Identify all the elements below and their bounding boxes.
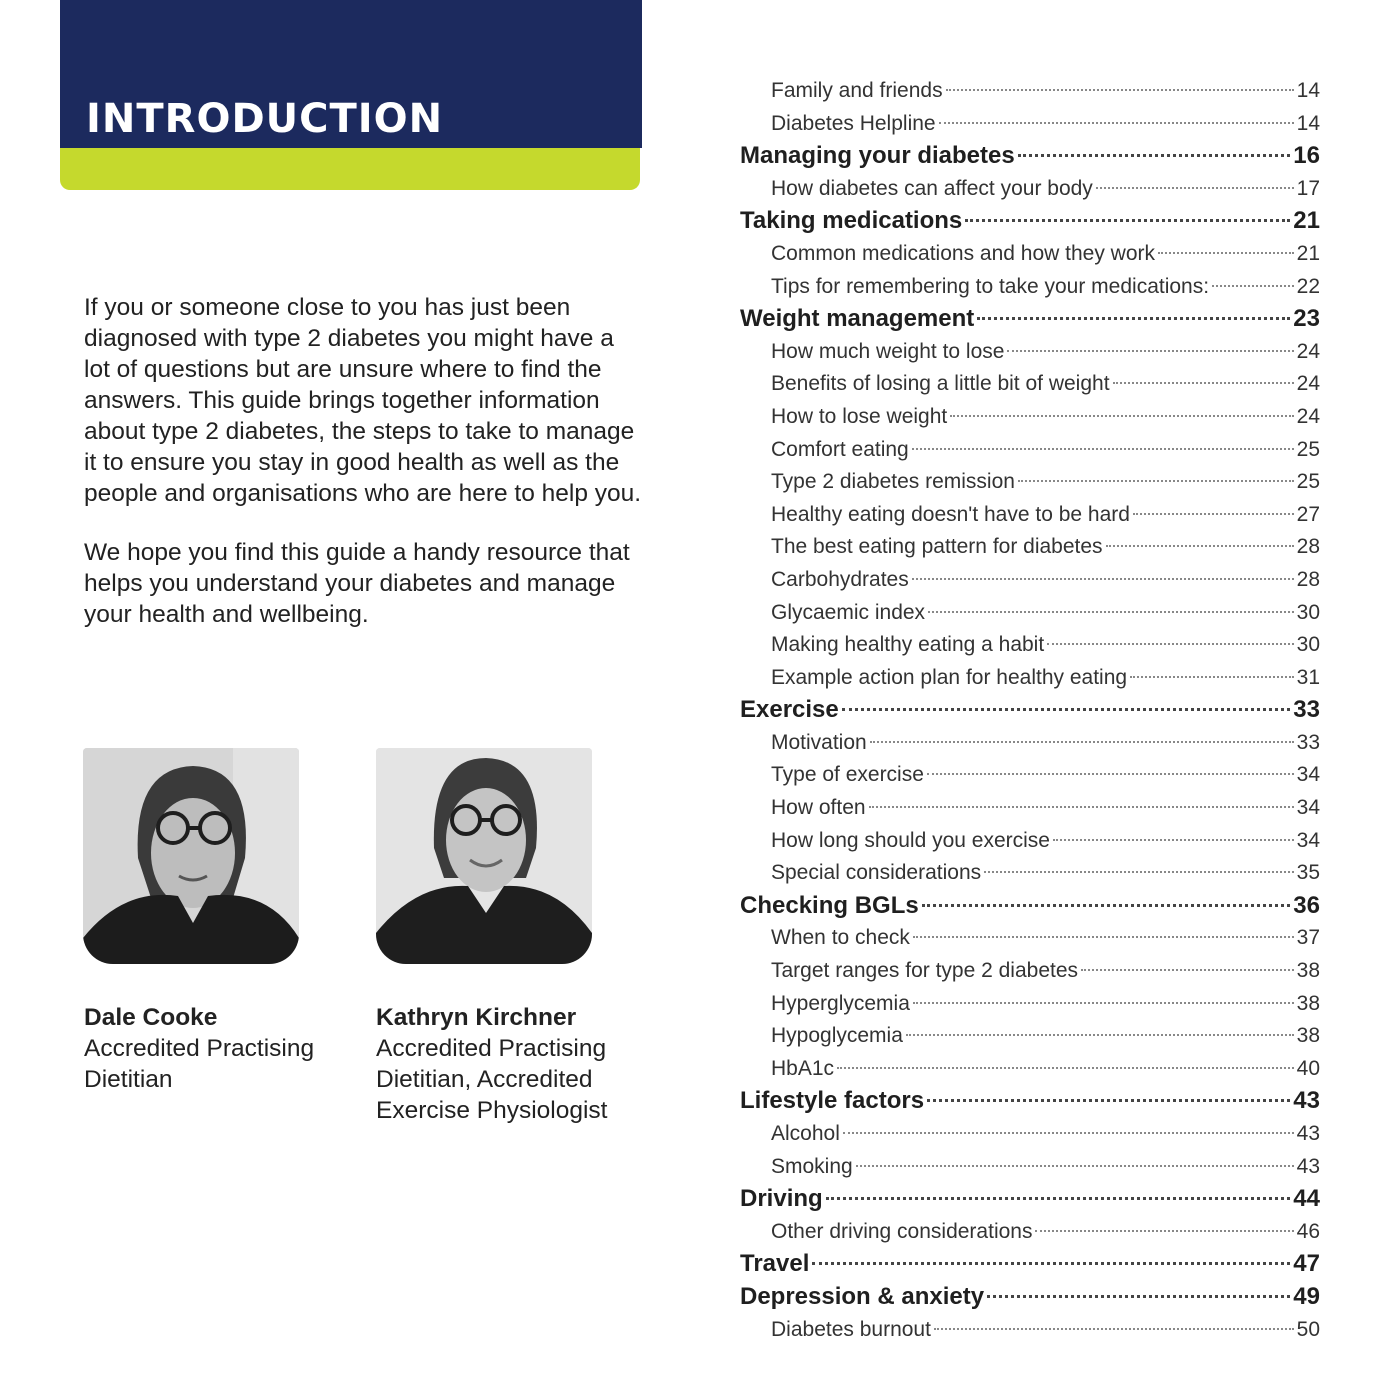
toc-leader-dots [934,1328,1294,1330]
toc-entry[interactable] [740,1151,1320,1184]
toc-entry-page: 22 [1296,274,1320,298]
toc-entry-page: 28 [1296,567,1320,591]
toc-entry-page: 25 [1296,437,1320,461]
toc-entry-label: Depression & anxiety [740,1282,985,1310]
toc-entry-page: 34 [1296,796,1320,820]
toc-entry[interactable] [740,434,1320,467]
toc-entry[interactable] [740,955,1320,988]
toc-leader-dots [1007,350,1293,352]
toc-entry-label: Tips for remembering to take your medications: [771,274,1210,298]
toc-leader-dots [842,708,1291,711]
toc-entry[interactable] [740,368,1320,401]
toc-entry[interactable] [740,825,1320,858]
toc-entry-page: 21 [1293,207,1320,235]
author-photo-kathryn [376,748,592,964]
header-banner [60,0,642,148]
toc-entry-label: HbA1c [771,1056,835,1080]
toc-leader-dots [1035,1230,1293,1232]
toc-entry[interactable] [740,1248,1320,1281]
toc-entry-label: Making healthy eating a habit [771,633,1045,657]
toc-entry[interactable] [740,1216,1320,1249]
toc-entry-page: 44 [1293,1185,1320,1213]
toc-leader-dots [928,611,1294,613]
toc-entry[interactable] [740,792,1320,825]
toc-leader-dots [1130,676,1294,678]
toc-entry-label: Diabetes Helpline [771,111,936,135]
toc-entry-page: 34 [1296,828,1320,852]
toc-entry[interactable] [740,75,1320,108]
toc-entry-label: Glycaemic index [771,600,926,624]
toc-entry-page: 50 [1296,1317,1320,1341]
toc-entry-label: Hyperglycemia [771,991,910,1015]
toc-entry-label: Common medications and how they work [771,241,1156,265]
toc-entry-page: 25 [1296,470,1320,494]
toc-leader-dots [837,1067,1294,1069]
toc-entry-page: 16 [1293,142,1320,170]
toc-entry-label: Diabetes burnout [771,1317,931,1341]
toc-entry[interactable] [740,564,1320,597]
toc-entry[interactable] [740,1281,1320,1314]
toc-leader-dots [870,741,1294,743]
table-of-contents [740,75,1320,1346]
toc-leader-dots [1081,969,1294,971]
toc-entry[interactable] [740,173,1320,206]
toc-entry-label: How much weight to lose [771,339,1005,363]
toc-leader-dots [1133,513,1294,515]
toc-entry-page: 38 [1296,959,1320,983]
toc-leader-dots [869,806,1294,808]
toc-entry-label: Motivation [771,730,867,754]
toc-entry[interactable] [740,466,1320,499]
toc-entry-page: 30 [1296,600,1320,624]
toc-entry-page: 35 [1296,861,1320,885]
intro-text [84,292,644,658]
toc-leader-dots [939,122,1294,124]
toc-entry-label: Smoking [771,1154,853,1178]
portrait-image [83,748,299,964]
toc-entry[interactable] [740,1053,1320,1086]
toc-leader-dots [984,871,1294,873]
toc-leader-dots [1018,154,1291,157]
toc-leader-dots [913,1002,1294,1004]
page-title: INTRODUCTION [86,96,444,142]
author-name: Kathryn Kirchner [376,1004,577,1031]
toc-entry[interactable] [740,1020,1320,1053]
toc-leader-dots [1158,252,1294,254]
accent-bar [60,148,640,190]
toc-entry-label: Special considerations [771,861,982,885]
author-credit-kathryn [376,1002,656,1126]
author-role: Accredited Practising Dietitian [84,1035,315,1093]
toc-leader-dots [922,904,1291,907]
toc-entry-page: 30 [1296,633,1320,657]
toc-leader-dots [927,773,1294,775]
toc-entry-label: Taking medications [740,207,963,235]
toc-entry[interactable] [740,922,1320,955]
toc-entry[interactable] [740,499,1320,532]
author-photo-dale [83,748,299,964]
toc-entry-label: Healthy eating doesn't have to be hard [771,502,1130,526]
toc-entry-label: Weight management [740,305,975,333]
toc-leader-dots [812,1262,1290,1265]
toc-entry-page: 21 [1296,241,1320,265]
toc-leader-dots [977,317,1290,320]
toc-entry[interactable] [740,108,1320,141]
toc-entry[interactable] [740,401,1320,434]
toc-entry-label: Family and friends [771,79,943,102]
toc-leader-dots [1053,839,1294,841]
toc-entry[interactable] [740,336,1320,369]
toc-leader-dots [856,1165,1294,1167]
toc-entry-label: How to lose weight [771,404,948,428]
toc-leader-dots [927,1099,1290,1102]
toc-entry[interactable] [740,890,1320,923]
toc-entry[interactable] [740,694,1320,727]
toc-entry[interactable] [740,1085,1320,1118]
toc-entry[interactable] [740,857,1320,890]
toc-entry-label: Driving [740,1185,823,1213]
toc-leader-dots [843,1132,1294,1134]
toc-leader-dots [1047,643,1293,645]
toc-entry[interactable] [740,597,1320,630]
toc-entry-page: 24 [1296,339,1320,363]
toc-entry[interactable] [740,140,1320,173]
toc-entry-page: 33 [1293,696,1320,724]
toc-entry[interactable] [740,1118,1320,1151]
toc-leader-dots [1018,480,1294,482]
author-role: Accredited Practising Dietitian, Accredited Exercise Physiologist [376,1035,608,1124]
toc-entry-page: 14 [1296,111,1320,135]
toc-entry-label: Carbohydrates [771,567,909,591]
toc-entry[interactable] [740,759,1320,792]
toc-leader-dots [913,936,1294,938]
author-name: Dale Cooke [84,1004,218,1031]
toc-entry-page: 24 [1296,404,1320,428]
toc-entry-page: 14 [1296,79,1320,102]
intro-paragraph: If you or someone close to you has just been diagnosed with type 2 diabetes you might have a lot of questions but are unsure where to find the answers. This guide brings together information about type 2 diabetes, the steps to take to manage it to ensure you stay in good health as well as the people and organisations who are here to help you. [84,294,642,507]
toc-entry-page: 38 [1296,991,1320,1015]
toc-entry-page: 36 [1293,891,1320,919]
toc-leader-dots [946,89,1294,91]
toc-entry-label: How often [771,796,866,820]
toc-entry[interactable] [740,727,1320,760]
toc-entry-label: Exercise [740,696,839,724]
toc-entry-label: Other driving considerations [771,1219,1033,1243]
toc-entry-label: Type 2 diabetes remission [771,470,1015,494]
toc-entry-page: 49 [1293,1282,1320,1310]
toc-entry[interactable] [740,1183,1320,1216]
toc-entry-page: 37 [1296,926,1320,950]
toc-entry-page: 24 [1296,372,1320,396]
toc-entry-label: Comfort eating [771,437,909,461]
toc-entry[interactable] [740,303,1320,336]
toc-leader-dots [906,1034,1294,1036]
author-credit-dale [84,1002,334,1095]
toc-entry-label: Type of exercise [771,763,924,787]
toc-entry-page: 23 [1293,305,1320,333]
toc-entry-label: Alcohol [771,1122,840,1145]
toc-entry-page: 40 [1296,1056,1320,1080]
toc-entry-page: 17 [1296,176,1320,200]
toc-entry-page: 47 [1293,1250,1320,1278]
toc-entry-label: Managing your diabetes [740,142,1015,170]
toc-entry-page: 34 [1296,763,1320,787]
toc-entry-page: 27 [1296,502,1320,526]
toc-leader-dots [987,1295,1290,1298]
toc-entry-page: 28 [1296,535,1320,559]
toc-entry-page: 31 [1296,665,1320,689]
toc-entry-page: 38 [1296,1024,1320,1048]
toc-entry[interactable] [740,205,1320,238]
toc-leader-dots [1113,382,1294,384]
toc-leader-dots [826,1197,1291,1200]
toc-entry[interactable] [740,1314,1320,1347]
toc-entry[interactable] [740,629,1320,662]
toc-entry-label: When to check [771,926,910,950]
portrait-image [376,748,592,964]
toc-entry-label: Travel [740,1250,810,1278]
intro-paragraph: We hope you find this guide a handy resource that helps you understand your diabetes and manage your health and wellbeing. [84,539,630,628]
toc-entry-label: Example action plan for healthy eating [771,665,1128,689]
toc-entry-page: 43 [1296,1122,1320,1145]
toc-entry-label: How diabetes can affect your body [771,176,1093,200]
toc-leader-dots [965,219,1290,222]
toc-entry[interactable] [740,531,1320,564]
toc-entry-page: 33 [1296,730,1320,754]
toc-entry-page: 43 [1296,1154,1320,1178]
toc-leader-dots [1096,187,1294,189]
toc-entry-page: 43 [1293,1087,1320,1115]
toc-entry-label: The best eating pattern for diabetes [771,535,1103,559]
toc-entry-page: 46 [1296,1219,1320,1243]
toc-entry-label: Benefits of losing a little bit of weight [771,372,1110,396]
toc-entry[interactable] [740,238,1320,271]
toc-entry-label: Lifestyle factors [740,1087,925,1115]
toc-entry-label: How long should you exercise [771,828,1050,852]
toc-leader-dots [912,578,1294,580]
toc-entry-label: Checking BGLs [740,891,919,919]
toc-entry[interactable] [740,271,1320,304]
toc-entry[interactable] [740,662,1320,695]
toc-leader-dots [912,448,1294,450]
toc-leader-dots [1212,285,1294,287]
toc-entry-label: Hypoglycemia [771,1024,903,1048]
toc-leader-dots [1106,545,1294,547]
toc-leader-dots [950,415,1293,417]
toc-entry-label: Target ranges for type 2 diabetes [771,959,1079,983]
toc-entry[interactable] [740,988,1320,1021]
